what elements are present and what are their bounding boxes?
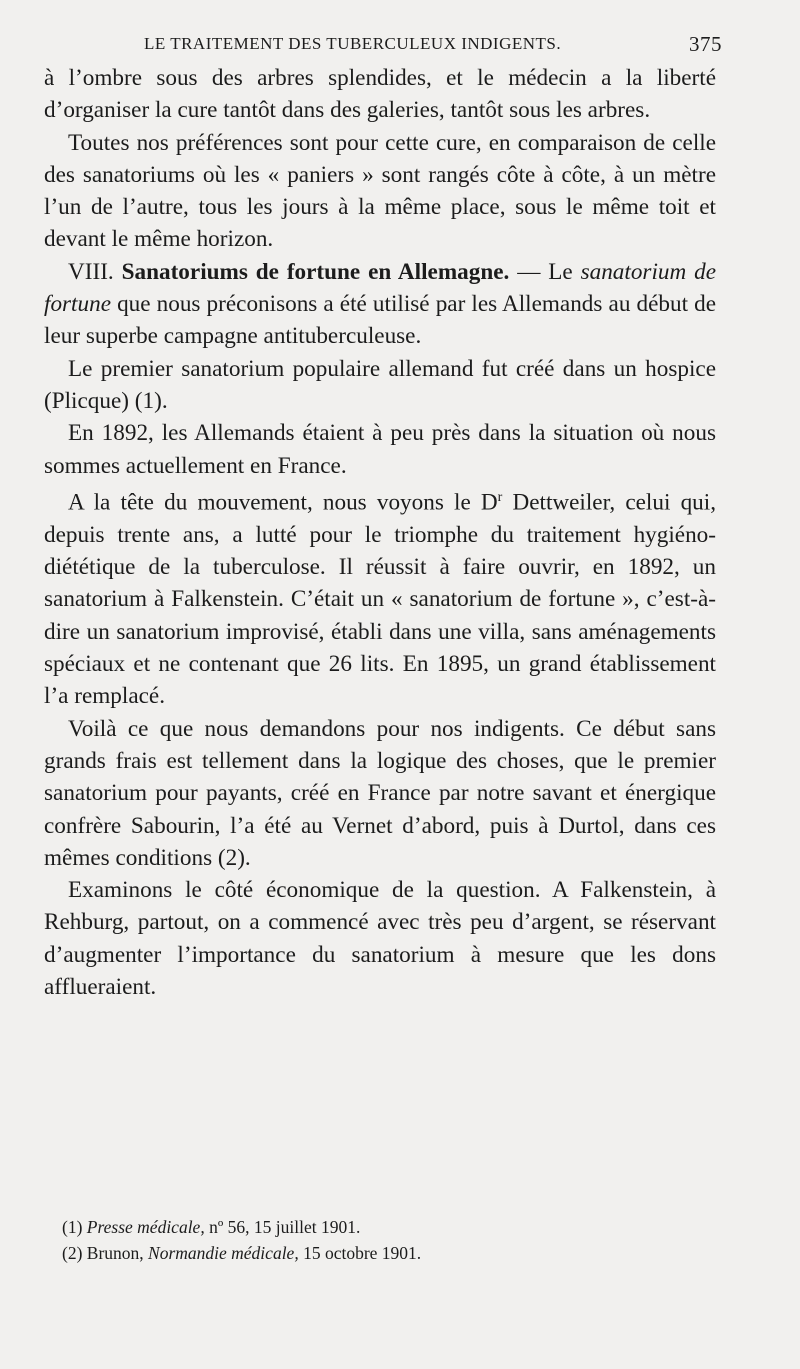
footnote-source: Normandie médicale, bbox=[148, 1243, 299, 1263]
paragraph-dettweiler bbox=[44, 482, 716, 713]
running-title: LE TRAITEMENT DES TUBERCULEUX INDIGENTS. bbox=[144, 34, 562, 53]
page-number: 375 bbox=[689, 32, 722, 56]
dettweiler-text-rest: Dettweiler, celui qui, depuis trente ans, a lutté pour le triomphe du traitement hygiéno-diététique de la tuberculose. Il réussit à faire ouvrir, en 1892, un sanatorium à Falkenstein. C’était un « sanatorium de fortune », c’est-à-dire un sanatorium improvisé, établi dans une villa, sans aménagements spéciaux et ne contenant que 26 lits. En 1895, un grand établissement l’a remplacé. bbox=[44, 489, 716, 710]
paragraph-first-sanatorium: Le premier sanatorium populaire allemand fut créé dans un hospice (Plicque) (1). bbox=[44, 355, 716, 414]
book-page bbox=[44, 28, 722, 1003]
footnote-details: nº 56, 15 juillet 1901. bbox=[204, 1217, 361, 1237]
paragraph-indigents: Voilà ce que nous demandons pour nos indigents. Ce début sans grands frais est tellement dans la logique des choses, que le premier sanatorium pour payants, créé en France par notre savant et énergique confrère Sabourin, l’a été au Vernet d’abord, puis à Durtol, dans ces mêmes conditions (2). bbox=[44, 715, 716, 871]
footnote-marker: (1) bbox=[62, 1217, 87, 1237]
paragraph-economics: Examinons le côté économique de la question. A Falkenstein, à Rehburg, partout, on a commencé avec très peu d’argent, se réservant d’augmenter l’importance du sanatorium à mesure que les dons afflueraient. bbox=[44, 877, 716, 1001]
footnotes bbox=[62, 1214, 682, 1266]
footnote-marker: (2) bbox=[62, 1243, 87, 1263]
section-number: VIII. bbox=[68, 258, 114, 285]
section-title: Sanatoriums de fortune en Allemagne. bbox=[121, 258, 510, 285]
dettweiler-text-start: A la tête du mouvement, nous voyons le D bbox=[68, 489, 498, 516]
paragraph-1892: En 1892, les Allemands étaient à peu près dans la situation où nous sommes actuellement en France. bbox=[44, 420, 716, 479]
section-text: que nous préconisons a été utilisé par les Allemands au début de leur superbe campagne antituberculeuse. bbox=[44, 291, 716, 350]
paragraph-preferences: Toutes nos préférences sont pour cette cure, en comparaison de celle des sanatoriums où les « paniers » sont rangés côte à côte, à un mètre l’un de l’autre, tous les jours à la même place, sous le même toit et devant le même horizon. bbox=[44, 129, 716, 253]
section-dash: — Le bbox=[509, 258, 581, 285]
italic-term: sanatorium de fortune bbox=[44, 258, 717, 318]
footnote-author: Brunon, bbox=[86, 1243, 149, 1263]
paragraph-continuation: à l’ombre sous des arbres splendides, et le médecin a la liberté d’organiser la cure tantôt dans des galeries, tantôt sous les arbres. bbox=[44, 65, 716, 124]
body-text bbox=[44, 62, 716, 1003]
footnote-details: 15 octobre 1901. bbox=[298, 1243, 422, 1263]
running-header bbox=[44, 28, 722, 62]
section-viii-paragraph bbox=[44, 256, 716, 353]
footnote-2 bbox=[62, 1240, 682, 1266]
doctor-superscript: r bbox=[497, 489, 503, 505]
footnote-1 bbox=[62, 1214, 682, 1240]
footnote-source: Presse médicale, bbox=[86, 1217, 205, 1237]
